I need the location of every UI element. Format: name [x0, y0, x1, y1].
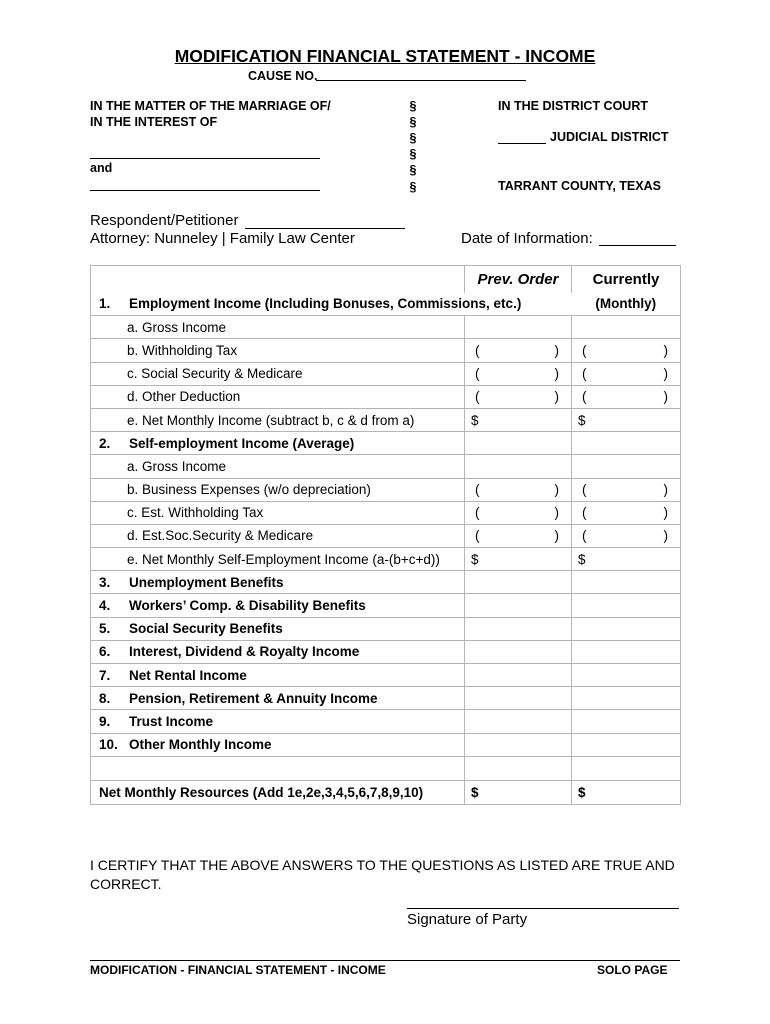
prev-order-cell[interactable]: ( ) — [465, 339, 572, 362]
prev-order-cell[interactable]: $ — [465, 548, 572, 571]
currently-cell[interactable] — [572, 687, 681, 710]
prev-order-cell[interactable] — [465, 664, 572, 687]
prev-order-cell[interactable] — [465, 455, 572, 478]
table-row — [91, 339, 681, 362]
prev-order-header: Prev. Order — [465, 266, 572, 293]
row-label: a. Gross Income — [127, 458, 227, 474]
prev-order-cell[interactable] — [465, 316, 572, 339]
table-row — [91, 293, 681, 316]
cause-no-field[interactable] — [316, 80, 526, 81]
currently-total-cell[interactable]: $ — [572, 780, 681, 804]
table-row: 7. Net Rental Income — [91, 664, 681, 687]
section-1-heading: 1. Employment Income (Including Bonuses, Commissions, etc.) — [91, 293, 572, 316]
footer-title: MODIFICATION - FINANCIAL STATEMENT - INCOME — [90, 963, 386, 977]
section-symbol: § — [409, 115, 417, 129]
prev-order-cell[interactable]: ( ) — [465, 524, 572, 547]
date-of-information-label: Date of Information: — [461, 230, 593, 247]
currently-cell[interactable] — [572, 617, 681, 640]
section-2-heading: 2. Self-employment Income (Average) — [91, 432, 465, 455]
currently-cell[interactable] — [572, 455, 681, 478]
table-row: 3. Unemployment Benefits — [91, 571, 681, 594]
monthly-header: (Monthly) — [572, 293, 681, 316]
caption-matter-of: IN THE MATTER OF THE MARRIAGE OF/ — [90, 99, 331, 113]
attorney-label: Attorney: Nunneley | Family Law Center — [90, 230, 355, 247]
prev-order-cell[interactable]: $ — [465, 408, 572, 431]
table-row — [91, 548, 681, 571]
currently-cell[interactable] — [572, 640, 681, 663]
row-label: a. Gross Income — [127, 319, 227, 335]
currently-cell[interactable]: ( ) — [572, 501, 681, 524]
table-header-row — [91, 266, 681, 293]
caption-district-court: IN THE DISTRICT COURT — [498, 99, 648, 113]
section-symbol: § — [409, 131, 417, 145]
row-label: c. Social Security & Medicare — [127, 366, 303, 382]
section-symbol: § — [409, 163, 417, 177]
currently-cell[interactable]: ( ) — [572, 385, 681, 408]
prev-order-cell[interactable]: ( ) — [465, 501, 572, 524]
currently-cell[interactable]: ( ) — [572, 362, 681, 385]
caption-and: and — [90, 161, 113, 175]
party-one-field[interactable] — [90, 158, 320, 159]
certification-statement: I CERTIFY THAT THE ABOVE ANSWERS TO THE QUESTIONS AS LISTED ARE TRUE AND CORRECT. — [90, 857, 675, 892]
caption-interest-of: IN THE INTEREST OF — [90, 115, 218, 129]
prev-order-cell[interactable]: ( ) — [465, 385, 572, 408]
currently-cell[interactable] — [572, 710, 681, 733]
respondent-petitioner-label: Respondent/Petitioner — [90, 212, 239, 229]
prev-order-cell[interactable]: ( ) — [465, 362, 572, 385]
table-row: 4. Workers’ Comp. & Disability Benefits — [91, 594, 681, 617]
currently-cell[interactable] — [572, 316, 681, 339]
section-symbol: § — [409, 147, 417, 161]
date-of-information-field[interactable] — [599, 245, 676, 246]
currently-cell[interactable]: ( ) — [572, 478, 681, 501]
table-row: 6. Interest, Dividend & Royalty Income — [91, 640, 681, 663]
row-label: b. Business Expenses (w/o depreciation) — [127, 482, 371, 498]
respondent-petitioner-field[interactable] — [245, 228, 405, 229]
table-row — [91, 780, 681, 804]
prev-order-cell[interactable] — [465, 571, 572, 594]
table-row — [91, 408, 681, 431]
table-row: 8. Pension, Retirement & Annuity Income — [91, 687, 681, 710]
table-row — [91, 432, 681, 455]
signature-field[interactable] — [407, 908, 679, 909]
income-table — [90, 265, 681, 805]
row-label: d. Other Deduction — [127, 389, 241, 405]
currently-cell[interactable]: $ — [572, 408, 681, 431]
currently-cell[interactable]: ( ) — [572, 339, 681, 362]
table-row: 10. Other Monthly Income — [91, 733, 681, 756]
currently-cell[interactable] — [572, 594, 681, 617]
table-row — [91, 524, 681, 547]
row-label: b. Withholding Tax — [127, 342, 238, 358]
table-row: 9. Trust Income — [91, 710, 681, 733]
table-row — [91, 362, 681, 385]
currently-cell[interactable]: $ — [572, 548, 681, 571]
prev-order-total-cell[interactable]: $ — [465, 780, 572, 804]
footer-divider — [90, 960, 680, 961]
caption-county: TARRANT COUNTY, TEXAS — [498, 179, 661, 193]
currently-cell[interactable]: ( ) — [572, 524, 681, 547]
table-row — [91, 385, 681, 408]
currently-cell[interactable] — [572, 571, 681, 594]
table-row — [91, 501, 681, 524]
footer-page-label: SOLO PAGE — [597, 963, 668, 977]
cause-no-label: CAUSE NO. — [248, 69, 318, 83]
prev-order-cell[interactable]: ( ) — [465, 478, 572, 501]
row-label: c. Est. Withholding Tax — [127, 505, 264, 521]
row-label: d. Est.Soc.Security & Medicare — [127, 528, 314, 544]
prev-order-cell[interactable] — [465, 687, 572, 710]
party-two-field[interactable] — [90, 190, 320, 191]
table-row — [91, 478, 681, 501]
currently-header: Currently — [572, 266, 681, 293]
table-spacer-row — [91, 756, 681, 780]
signature-label: Signature of Party — [407, 911, 528, 928]
row-label: e. Net Monthly Self-Employment Income (a-(b+c+d)) — [127, 551, 440, 567]
judicial-district-number-field[interactable] — [498, 143, 546, 144]
prev-order-cell[interactable] — [465, 710, 572, 733]
table-row — [91, 316, 681, 339]
section-symbol: § — [409, 99, 417, 113]
table-row — [91, 455, 681, 478]
table-row: 5. Social Security Benefits — [91, 617, 681, 640]
row-label: e. Net Monthly Income (subtract b, c & d from a) — [127, 412, 415, 428]
prev-order-cell[interactable] — [465, 640, 572, 663]
prev-order-cell[interactable] — [465, 617, 572, 640]
currently-cell[interactable] — [572, 664, 681, 687]
prev-order-cell[interactable] — [465, 733, 572, 756]
page-title: MODIFICATION FINANCIAL STATEMENT - INCOME — [174, 46, 596, 66]
caption-judicial-district: JUDICIAL DISTRICT — [550, 130, 669, 144]
section-symbol: § — [409, 180, 417, 194]
net-monthly-resources-label: Net Monthly Resources (Add 1e,2e,3,4,5,6,7,8,9,10) — [91, 780, 465, 804]
prev-order-cell[interactable] — [465, 594, 572, 617]
currently-cell[interactable] — [572, 733, 681, 756]
